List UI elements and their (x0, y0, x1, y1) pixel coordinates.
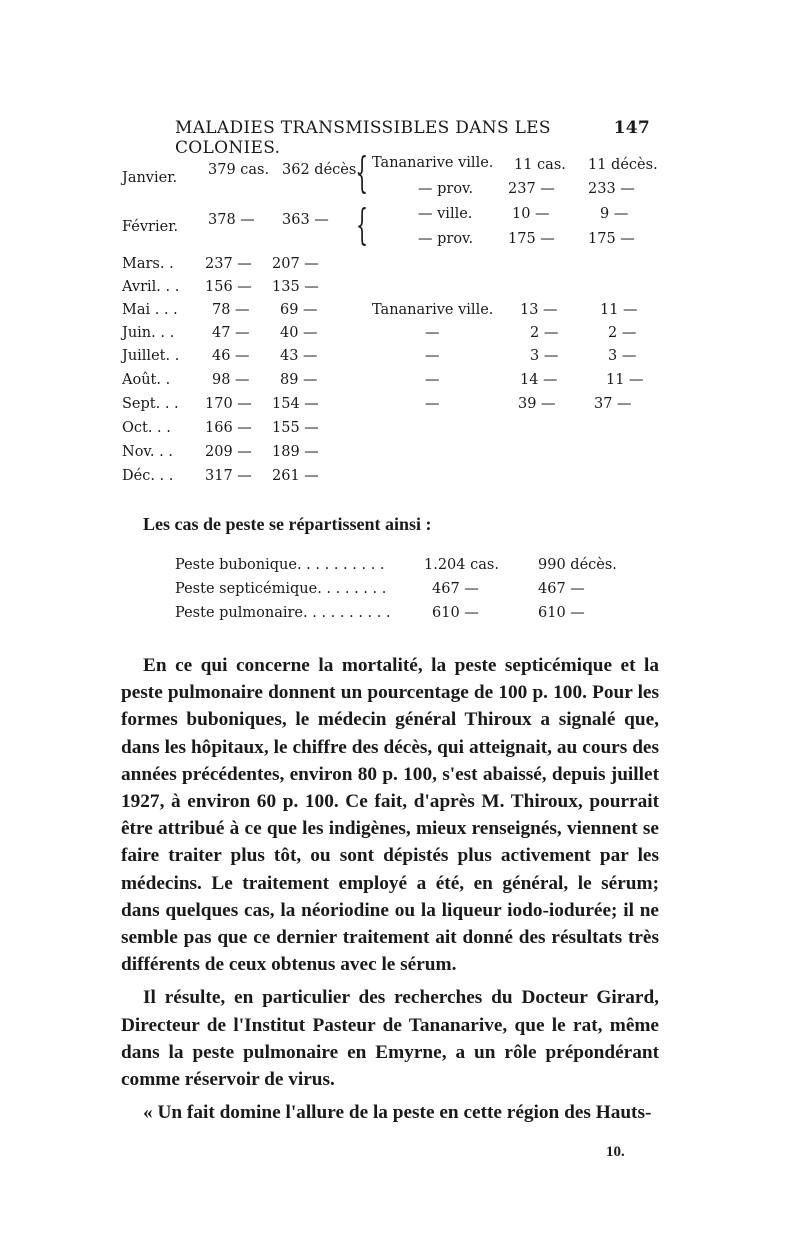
cases-cell: 237 — (205, 256, 252, 272)
month-cell: Oct. . . (122, 420, 171, 436)
month-cell: Sept. . . (122, 396, 179, 412)
deaths-cell: 362 décès. (282, 162, 361, 178)
town-deaths-cell: 37 — (594, 396, 632, 412)
cases-cell: 156 — (205, 279, 252, 295)
town-cases-cell: 175 — (508, 231, 555, 247)
deaths-cell: 40 — (280, 325, 318, 341)
paragraph-girard: Il résulte, en particulier des recherches du Docteur Girard, Directeur de l'Institut Pasteur de Tananarive, que le rat, même dans la peste pulmonaire en Emyrne, a un rôle prépondérant comme réservoir de virus. (121, 987, 659, 1091)
month-cell: Juillet. . (122, 348, 180, 364)
town-cases-cell: 237 — (508, 181, 555, 197)
deaths-cell: 261 — (272, 468, 319, 484)
town-cell: — prov. (418, 231, 474, 247)
town-deaths-cell: 2 — (608, 325, 637, 341)
town-deaths-cell: 175 — (588, 231, 635, 247)
town-cases-cell: 10 — (512, 206, 550, 222)
town-cell: — ville. (418, 206, 473, 222)
month-cell: Août. . (122, 372, 171, 388)
plague-deaths-cell: 610 — (538, 605, 585, 621)
town-cases-cell: 39 — (518, 396, 556, 412)
town-cell: — (425, 372, 440, 388)
town-cases-cell: 13 — (520, 302, 558, 318)
brace-janvier: { (356, 148, 369, 197)
deaths-cell: 154 — (272, 396, 319, 412)
town-cases-cell: 11 cas. (514, 157, 566, 173)
deaths-cell: 189 — (272, 444, 319, 460)
town-deaths-cell: 3 — (608, 348, 637, 364)
body-text (121, 652, 659, 1126)
town-cases-cell: 3 — (530, 348, 559, 364)
page-number: 147 (613, 118, 650, 138)
deaths-cell: 207 — (272, 256, 319, 272)
town-deaths-cell: 11 — (600, 302, 638, 318)
deaths-cell: 363 — (282, 212, 329, 228)
town-deaths-cell: 233 — (588, 181, 635, 197)
cases-cell: 317 — (205, 468, 252, 484)
town-cell: — prov. (418, 181, 474, 197)
plague-cases-cell: 610 — (432, 605, 479, 621)
town-deaths-cell: 11 — (606, 372, 644, 388)
month-cell: Juin. . . (122, 325, 175, 341)
plague-type-cell: Peste pulmonaire. . . . . . . . . . (175, 605, 391, 621)
month-cell: Février. (122, 219, 179, 235)
plague-cases-cell: 1.204 cas. (424, 557, 499, 573)
town-cell: Tananarive ville. (372, 302, 494, 318)
cases-cell: 379 cas. (208, 162, 270, 178)
month-cell: Avril. . . (122, 279, 180, 295)
cases-cell: 166 — (205, 420, 252, 436)
plague-cases-cell: 467 — (432, 581, 479, 597)
month-cell: Nov. . . (122, 444, 173, 460)
town-deaths-cell: 9 — (600, 206, 629, 222)
month-cell: Mai . . . (122, 302, 178, 318)
deaths-cell: 43 — (280, 348, 318, 364)
town-cases-cell: 14 — (520, 372, 558, 388)
plague-type-cell: Peste bubonique. . . . . . . . . . (175, 557, 385, 573)
plague-distribution-heading: Les cas de peste se répartissent ainsi : (143, 514, 432, 534)
deaths-cell: 155 — (272, 420, 319, 436)
town-cell: — (425, 325, 440, 341)
deaths-cell: 135 — (272, 279, 319, 295)
cases-cell: 78 — (212, 302, 250, 318)
month-cell: Mars. . (122, 256, 174, 272)
plague-deaths-cell: 467 — (538, 581, 585, 597)
town-cases-cell: 2 — (530, 325, 559, 341)
cases-cell: 378 — (208, 212, 255, 228)
cases-cell: 47 — (212, 325, 250, 341)
signature-mark: 10. (606, 1144, 625, 1160)
running-head-title: MALADIES TRANSMISSIBLES DANS LES COLONIES. (175, 118, 551, 158)
town-cell: — (425, 396, 440, 412)
cases-cell: 209 — (205, 444, 252, 460)
cases-cell: 98 — (212, 372, 250, 388)
town-cell: Tananarive ville. (372, 155, 494, 171)
deaths-cell: 89 — (280, 372, 318, 388)
brace-fevrier: { (356, 200, 369, 249)
cases-cell: 46 — (212, 348, 250, 364)
plague-type-cell: Peste septicémique. . . . . . . . (175, 581, 387, 597)
plague-deaths-cell: 990 décès. (538, 557, 617, 573)
town-deaths-cell: 11 décès. (588, 157, 658, 173)
month-cell: Janvier. (122, 170, 178, 186)
month-cell: Déc. . . (122, 468, 174, 484)
paragraph-mortality: En ce qui concerne la mortalité, la peste septicémique et la peste pulmonaire donnent un pourcentage de 100 p. 100. Pour les formes buboniques, le médecin général Thiroux a signalé que, dans les hôpitaux, le chiffre des décès, qui atteignait, au cours des années précédentes, environ 80 p. 100, s'est abaissé, depuis juillet 1927, à environ 60 p. 100. Ce fait, d'après M. Thiroux, pourrait être attribué à ce que les indigènes, mieux renseignés, viennent se faire traiter plus tôt, ou sont dépistés plus activement par les médecins. Le traitement employé a été, en général, le sérum; dans quelques cas, la néoriodine ou la liqueur iodo-iodurée; il ne semble pas que ce dernier traitement ait donné des résultats très différents de ceux obtenus avec le sérum. (121, 655, 659, 976)
paragraph-quote: « Un fait domine l'allure de la peste en cette région des Hauts- (143, 1102, 652, 1124)
cases-cell: 170 — (205, 396, 252, 412)
town-cell: — (425, 348, 440, 364)
deaths-cell: 69 — (280, 302, 318, 318)
